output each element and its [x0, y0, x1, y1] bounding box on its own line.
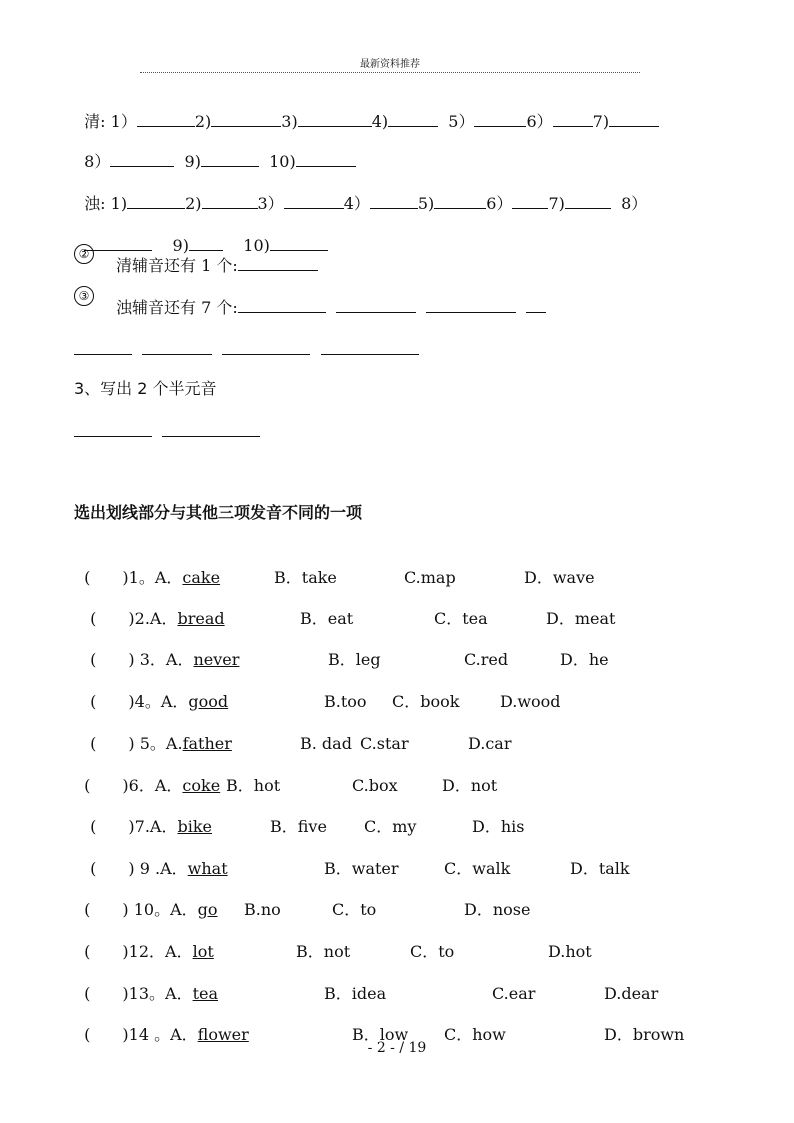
blank[interactable]: [142, 338, 212, 355]
blank[interactable]: [565, 192, 611, 209]
question-13: ( )13。A．tea B．idea C.ear D.dear: [84, 984, 659, 1003]
blank[interactable]: [74, 420, 152, 437]
blank[interactable]: [110, 150, 174, 167]
page-number: - 2 - / 19: [367, 1040, 427, 1056]
blank[interactable]: [127, 192, 185, 209]
blank[interactable]: [388, 110, 438, 127]
blank[interactable]: [434, 192, 486, 209]
zhuo-row-2: 9) 10): [74, 212, 328, 257]
section-3-blanks: [74, 420, 260, 443]
question-7: ( )7.A．bike B．five C．my D．his: [90, 817, 525, 836]
blank[interactable]: [74, 338, 132, 355]
page-header: 最新资料推荐: [140, 58, 640, 73]
blank[interactable]: [426, 296, 516, 313]
blank[interactable]: [296, 150, 356, 167]
zhuo-row-1: 浊: 1) 2) 3） 4） 5) 6） 7) 8）: [84, 194, 648, 213]
blank[interactable]: [270, 234, 328, 251]
item-3-marker: ③: [74, 284, 94, 306]
blank[interactable]: [609, 110, 659, 127]
item-3-row-2: [74, 338, 419, 361]
qing-row-2: 8） 9) 10): [74, 128, 356, 173]
blank[interactable]: [512, 192, 548, 209]
question-3: ( ) 3．A．never B．leg C.red D．he: [90, 650, 609, 669]
blank[interactable]: [336, 296, 416, 313]
blank[interactable]: [298, 110, 372, 127]
qing-row-1: 清: 1） 2) 3) 4) 5） 6） 7): [74, 88, 659, 133]
blank[interactable]: [474, 110, 526, 127]
blank[interactable]: [189, 234, 223, 251]
question-1: ( )1。A．cake B．take C.map D．wave: [84, 568, 595, 587]
blank[interactable]: [201, 150, 259, 167]
question-6: ( )6．A．coke B．hot C.box D．not: [84, 776, 498, 795]
item-2: 清辅音还有 1 个:: [116, 254, 318, 277]
blank[interactable]: [238, 296, 326, 313]
blank[interactable]: [162, 420, 260, 437]
question-9: ( ) 9 .A．what B．water C．walk D．talk: [90, 859, 630, 878]
blank[interactable]: [84, 234, 152, 251]
item-2-marker: ②: [74, 242, 94, 264]
blank[interactable]: [211, 110, 281, 127]
blank[interactable]: [202, 192, 258, 209]
question-10: ( ) 10。A．go B.no C．to D．nose: [84, 900, 531, 919]
blank[interactable]: [526, 296, 546, 313]
blank[interactable]: [370, 192, 418, 209]
blank[interactable]: [284, 192, 344, 209]
blank[interactable]: [321, 338, 419, 355]
question-2: ( )2.A．bread B．eat C．tea D．meat: [90, 609, 616, 628]
blank[interactable]: [553, 110, 593, 127]
blank[interactable]: [238, 254, 318, 271]
question-5: ( ) 5。A.father B. dad C.star D.car: [90, 734, 512, 753]
exercise-title: 选出划线部分与其他三项发音不同的一项: [74, 503, 363, 522]
section-3-heading: 3、写出 2 个半元音: [74, 379, 217, 398]
question-4: ( )4。A．good B.too C．book D.wood: [90, 692, 561, 711]
blank[interactable]: [222, 338, 310, 355]
question-12: ( )12．A．lot B．not C．to D.hot: [84, 942, 592, 961]
question-14: ( )14 。A．flower B．low C．how D．brown: [84, 1025, 685, 1044]
item-3: 浊辅音还有 7 个:: [116, 296, 546, 319]
blank[interactable]: [137, 110, 195, 127]
